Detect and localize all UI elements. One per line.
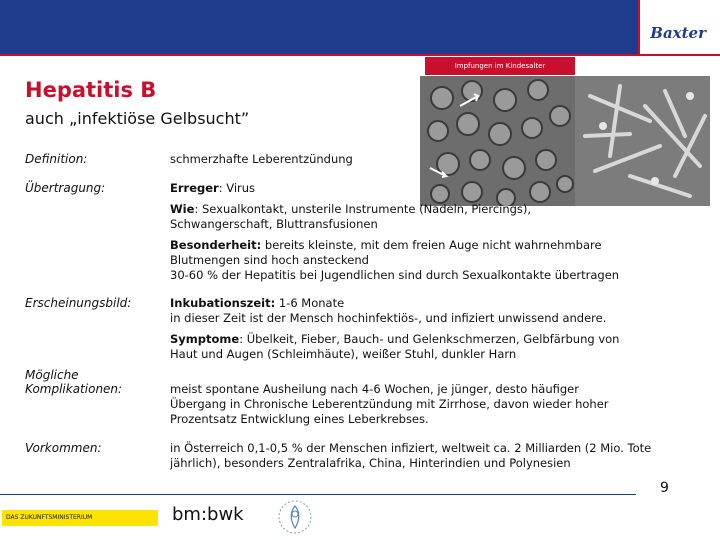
komplikationen-label-line1: Mögliche [25,368,79,382]
text-wie [170,202,610,232]
text-symptome [170,332,630,362]
brand-logo: Baxter [650,24,706,42]
inkubation-value: 1-6 Monate [275,296,345,310]
slide-subtitle: auch „infektiöse Gelbsucht” [25,109,250,128]
footer-divider [0,494,636,495]
text-besonderheit [170,238,650,283]
emblem-icon [260,496,330,538]
header-divider [0,54,720,56]
text-komplikationen: meist spontane Ausheilung nach 4-6 Wochen, je jünger, desto häufiger Übergang in Chronische Leberentzündung mit Zirrhose, davon wieder hoher Prozentsatz Entwicklung eines Leberkrebses. [170,382,609,426]
text-vorkommen: in Österreich 0,1-0,5 % der Menschen infiziert, weltweit ca. 2 Milliarden (2 Mio. Tote jährlich), besonders Zentralafrika, China, Hinterindien und Polynesien [170,441,652,470]
label-definition: Definition: [25,152,88,166]
inkubation-line2: in dieser Zeit ist der Mensch hochinfektiös-, und infiziert unwissend andere. [170,311,607,325]
erreger-label: Erreger [170,181,219,195]
text-inkubation [170,296,670,326]
label-komplikationen [25,368,122,396]
text-erreger [170,181,670,196]
header-bar [0,0,638,54]
text-definition: schmerzhafte Leberentzündung [170,152,353,166]
besonderheit-label: Besonderheit: [170,238,262,252]
wie-value: : Sexualkontakt, unsterile Instrumente (Nadeln, Piercings), Schwangerschaft, Bluttransfusionen [170,202,532,231]
bmbwk-logo: bm:bwk [172,504,244,525]
komplikationen-label-line2: Komplikationen: [25,382,123,396]
page-number: 9 [660,480,669,496]
wie-label: Wie [170,202,195,216]
symptome-label: Symptome [170,332,240,346]
label-erscheinungsbild: Erscheinungsbild: [25,296,132,310]
inkubation-label: Inkubationszeit: [170,296,276,310]
besonderheit-value: bereits kleinste, mit dem freien Auge nicht wahrnehmbare Blutmengen sind hoch ansteckend [170,238,602,267]
symptome-value: : Übelkeit, Fieber, Bauch- und Gelenkschmerzen, Gelbfärbung von Haut und Augen (Schleimhäute), weißer Stuhl, dunkler Harn [170,332,620,361]
ministry-logo: DAS ZUKUNFTSMINISTERIUM [2,510,158,526]
slide-title: Hepatitis B [25,78,157,102]
label-uebertragung: Übertragung: [25,181,106,195]
brand-area [638,0,720,54]
label-vorkommen: Vorkommen: [25,441,102,455]
erreger-value: : Virus [218,181,256,195]
besonderheit-line2: 30-60 % der Hepatitis bei Jugendlichen sind durch Sexualkontakte übertragen [170,268,620,282]
topic-tag: Impfungen im Kindesalter [425,57,575,75]
